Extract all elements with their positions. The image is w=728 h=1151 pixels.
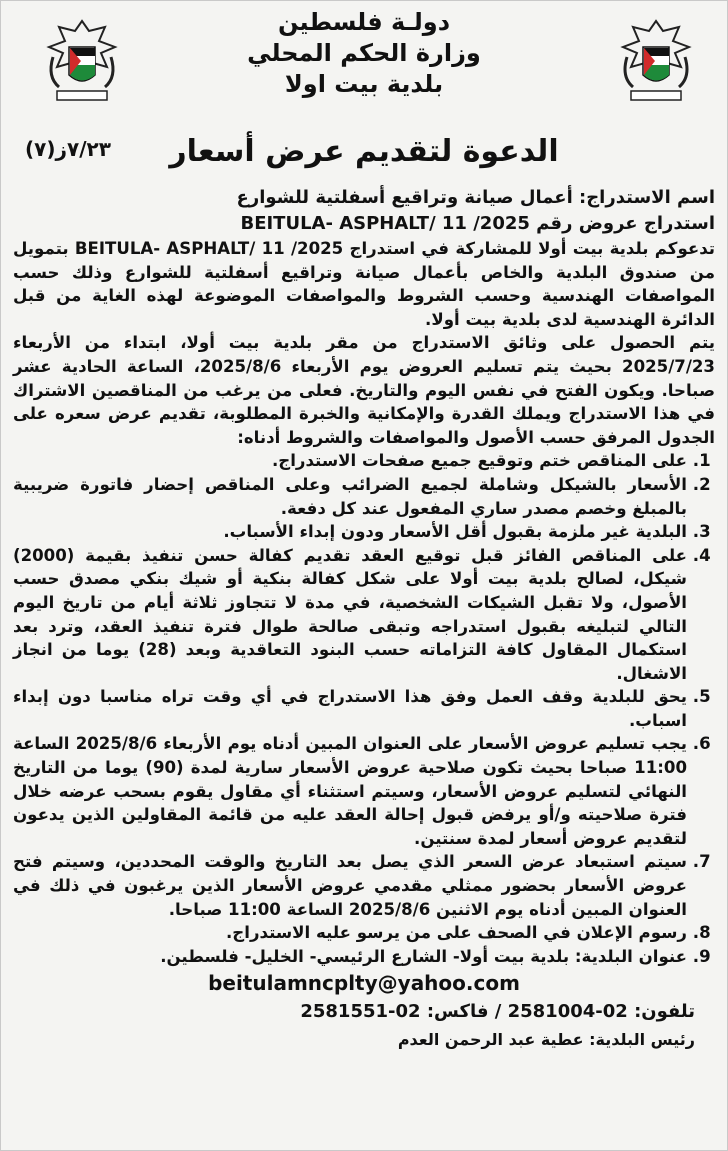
municipality-name: بلدية بيت اولا: [284, 70, 444, 98]
ministry-name: وزارة الحكم المحلي: [247, 39, 481, 67]
list-item: 4. على المناقص الفائز قبل توقيع العقد تقديم كفالة حسن تنفيذ بقيمة (2000) شيكل، لصالح بلدية بيت أولا على شكل كفالة بنكية أو شيك بنكي مصدق حسب الأصول، ولا تقبل الشيكات الشخصية، في مدة لا تتجاوز ثلاثة أيام من تاريخ اليوم التالي لتبليغه بقبول استدراجه وتبقى صالحة طوال فترة تنفيذ العقد، وترد بعد استكمال المقاول كافة التزاماته حسب البنود التعاقدية وبعد (28) يوما من انجاز الاشغال.: [13, 544, 687, 686]
reference-number: (٧)٧/٢٣ز: [25, 137, 111, 161]
list-item: 1. على المناقص ختم وتوقيع جميع صفحات الاستدراج.: [13, 449, 687, 473]
list-item: 5. يحق للبلدية وقف العمل وفق هذا الاستدراج في أي وقت تراه مناسبا دون إبداء اسباب.: [13, 685, 687, 732]
tender-name: اسم الاستدراج: أعمال صيانة وتراقيع أسفلتية للشوارع: [236, 187, 715, 208]
tender-number: استدراج عروض رقم BEITULA- ASPHALT/ 11 /2025: [240, 213, 715, 234]
list-item: 2. الأسعار بالشيكل وشاملة لجميع الضرائب وعلى المناقص إحضار فاتورة ضريبية بالمبلغ وخصم مصدر ساري المفعول عند كل دفعة.: [13, 473, 687, 520]
palestine-emblem-icon: [617, 17, 695, 103]
email-address: beitulamncplty@yahoo.com: [208, 971, 520, 996]
phone-fax: تلفون: 02-2581004 / فاكس: 02-2581551: [300, 1001, 695, 1023]
header: [13, 7, 715, 185]
intro-paragraph: تدعوكم بلدية بيت أولا للمشاركة في استدراج BEITULA- ASPHALT/ 11 /2025 بتمويل من صندوق البلدية والخاص بأعمال صيانة وتراقيع أسفلتية للشوارع وذلك حسب المواصفات الهندسية وحسب الشروط والمواصفات الموضوعة لهذه الغاية من قبل الدائرة الهندسية لدى بلدية بيت أولا.: [13, 239, 716, 329]
list-item: 6. يجب تسليم عروض الأسعار على العنوان المبين أدناه يوم الأربعاء 2025/8/6 الساعة 11:00 صباحا بحيث تكون صلاحية عروض الأسعار سارية لمدة (90) يوما من التاريخ النهائي لتسليم عروض الأسعار، وسيتم استثناء أي مقاول يقوم بسحب عرضه خلال فترة صلاحيته و/أو يرفض قبول إحالة العقد عليه من قائمة المقاولين الذين يدعون لتقديم عروض أسعار لمدة سنتين.: [13, 732, 687, 850]
documents-paragraph: يتم الحصول على وثائق الاستدراج من مقر بلدية بيت أولا، ابتداء من الأربعاء 2025/7/23 بحيث يتم تسليم العروض يوم الأربعاء 2025/8/6، الساعة الحادية عشر صباحا. ويكون الفتح في نفس اليوم والتاريخ. فعلى من يرغب من المناقصين الاشتراك في هذا الاستدراج ويملك القدرة والإمكانية والخبرة المطلوبة، تقديم عرض سعره على الجدول المرفق حسب الأصول والمواصفات والشروط أدناه:: [13, 333, 715, 447]
list-item: 9. عنوان البلدية: بلدية بيت أولا- الشارع الرئيسي- الخليل- فلسطين.: [13, 945, 687, 969]
conditions-list: [13, 449, 715, 968]
mayor-signature: رئيس البلدية: عطية عبد الرحمن العدم: [397, 1030, 695, 1050]
list-item: 3. البلدية غير ملزمة بقبول أقل الأسعار ودون إبداء الأسباب.: [13, 520, 687, 544]
page-title: الدعوة لتقديم عرض أسعار: [169, 134, 559, 169]
state-name: دولـة فلسطين: [277, 8, 451, 36]
list-item: 7. سيتم استبعاد عرض السعر الذي يصل بعد التاريخ والوقت المحددين، وسيتم فتح عروض الأسعار بحضور ممثلي مقدمي عروض الأسعار الذين يرغبون في ذلك في العنوان المبين أدناه يوم الاثنين 2025/8/6 الساعة 11:00 صباحا.: [13, 850, 687, 921]
palestine-emblem-icon: [43, 17, 121, 103]
announcement-body: [13, 185, 715, 1054]
list-item: 8. رسوم الإعلان في الصحف على من يرسو عليه الاستدراج.: [13, 921, 687, 945]
